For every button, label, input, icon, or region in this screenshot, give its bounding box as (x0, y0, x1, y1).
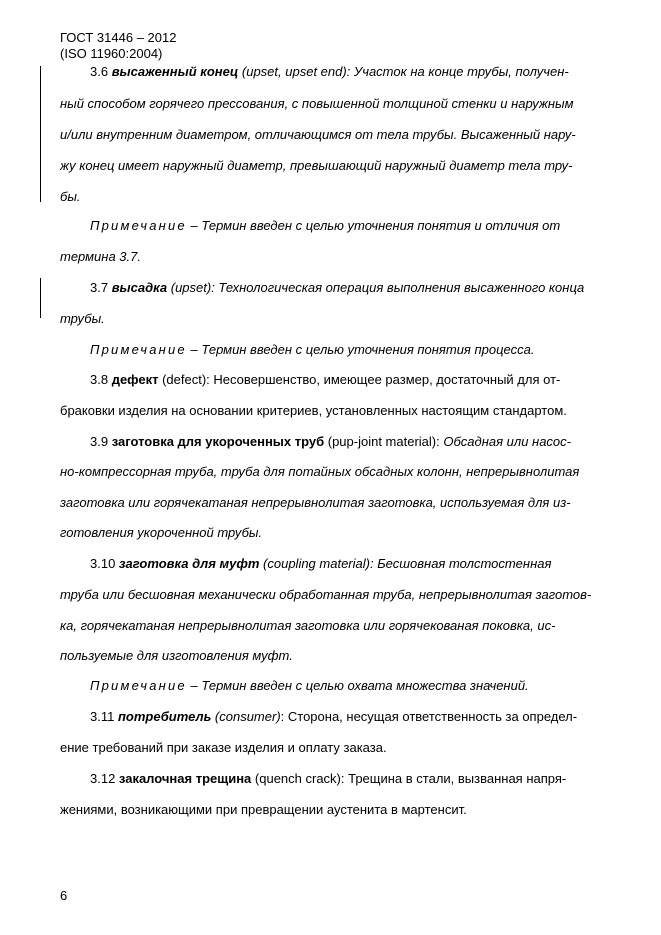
note-line (90, 342, 534, 358)
term-definition: (defect): Несовершенство, имеющее размер, достаточный для от- (158, 372, 561, 387)
term-3-8-line: браковки изделия на основании критериев, установленных настоящим стандартом. (60, 403, 567, 418)
term-3-6-line: бы. (60, 189, 81, 204)
term-3-9-line: заготовка или горячекатаная непрерывнолитая заготовка, используемая для из- (60, 495, 571, 510)
term-name: высаженный конец (111, 64, 239, 79)
document-header (60, 30, 176, 62)
term-3-11-line (90, 709, 577, 725)
term-3-7-line (90, 280, 584, 296)
term-english: (upset, upset end): (238, 64, 354, 79)
note-text: – Термин введен с целью охвата множества значений. (186, 678, 529, 693)
term-english: (consumer) (211, 709, 281, 724)
term-name: заготовка для муфт (118, 556, 260, 571)
term-definition: Участок на конце трубы, получен- (353, 64, 569, 79)
term-3-9-line: готовления укороченной трубы. (60, 525, 263, 540)
term-definition: Обсадная или насос- (443, 434, 571, 449)
term-number: 3.8 (90, 372, 112, 387)
term-number: 3.10 (90, 556, 119, 571)
term-number: 3.12 (90, 771, 119, 786)
term-definition: (coupling material): Бесшовная толстостенная (259, 556, 552, 571)
change-bar (40, 66, 41, 202)
term-number: 3.7 (90, 280, 112, 295)
term-3-10-line (90, 556, 551, 572)
term-3-6-line: и/или внутренним диаметром, отличающимся от тела трубы. Высаженный нару- (60, 127, 576, 142)
term-3-6-line (90, 64, 569, 80)
term-3-12-line: жениями, возникающими при превращении аустенита в мартенсит. (60, 802, 467, 817)
term-3-10-line: пользуемые для изготовления муфт. (60, 648, 293, 663)
term-definition: : Сторона, несущая ответственность за определ- (280, 709, 578, 724)
term-3-10-line: труба или бесшовная механически обработанная труба, непрерывнолитая заготов- (60, 587, 592, 602)
note-text: – Термин введен с целью уточнения понятия процесса. (186, 342, 535, 357)
iso-reference: (ISO 11960:2004) (60, 46, 163, 61)
term-name: заготовка для укороченных труб (111, 434, 325, 449)
note-line (90, 218, 560, 234)
term-3-7-line: трубы. (60, 311, 105, 326)
note-line: термина 3.7. (60, 249, 141, 264)
note-line (90, 678, 529, 694)
term-number: 3.11 (90, 709, 118, 724)
term-3-12-line (90, 771, 566, 787)
term-3-8-line (90, 372, 560, 388)
term-3-9-line (90, 434, 571, 450)
note-label: Примечание (90, 678, 187, 693)
term-definition: (quench crack): Трещина в стали, вызванная напря- (251, 771, 567, 786)
note-label: Примечание (90, 218, 187, 233)
term-name: закалочная трещина (118, 771, 252, 786)
term-number: 3.6 (90, 64, 112, 79)
note-text: – Термин введен с целью уточнения понятия и отличия от (186, 218, 561, 233)
term-name: высадка (111, 280, 168, 295)
change-bar (40, 278, 41, 318)
term-name: дефект (111, 372, 159, 387)
term-english: (pup-joint material): (324, 434, 444, 449)
term-3-9-line: но-компрессорная труба, труба для потайных обсадных колонн, непрерывнолитая (60, 464, 580, 479)
term-number: 3.9 (90, 434, 112, 449)
term-3-6-line: жу конец имеет наружный диаметр, превышающий наружный диаметр тела тру- (60, 158, 573, 173)
term-definition: (upset): Технологическая операция выполнения высаженного конца (167, 280, 585, 295)
term-3-10-line: ка, горячекатаная непрерывнолитая заготовка или горячекованая поковка, ис- (60, 618, 556, 633)
term-3-11-line: ение требований при заказе изделия и оплату заказа. (60, 740, 387, 755)
page-number: 6 (60, 888, 68, 903)
term-3-6-line: ный способом горячего прессования, с повышенной толщиной стенки и наружным (60, 96, 574, 111)
term-name: потребитель (117, 709, 212, 724)
standard-number: ГОСТ 31446 – 2012 (60, 30, 177, 45)
note-label: Примечание (90, 342, 187, 357)
